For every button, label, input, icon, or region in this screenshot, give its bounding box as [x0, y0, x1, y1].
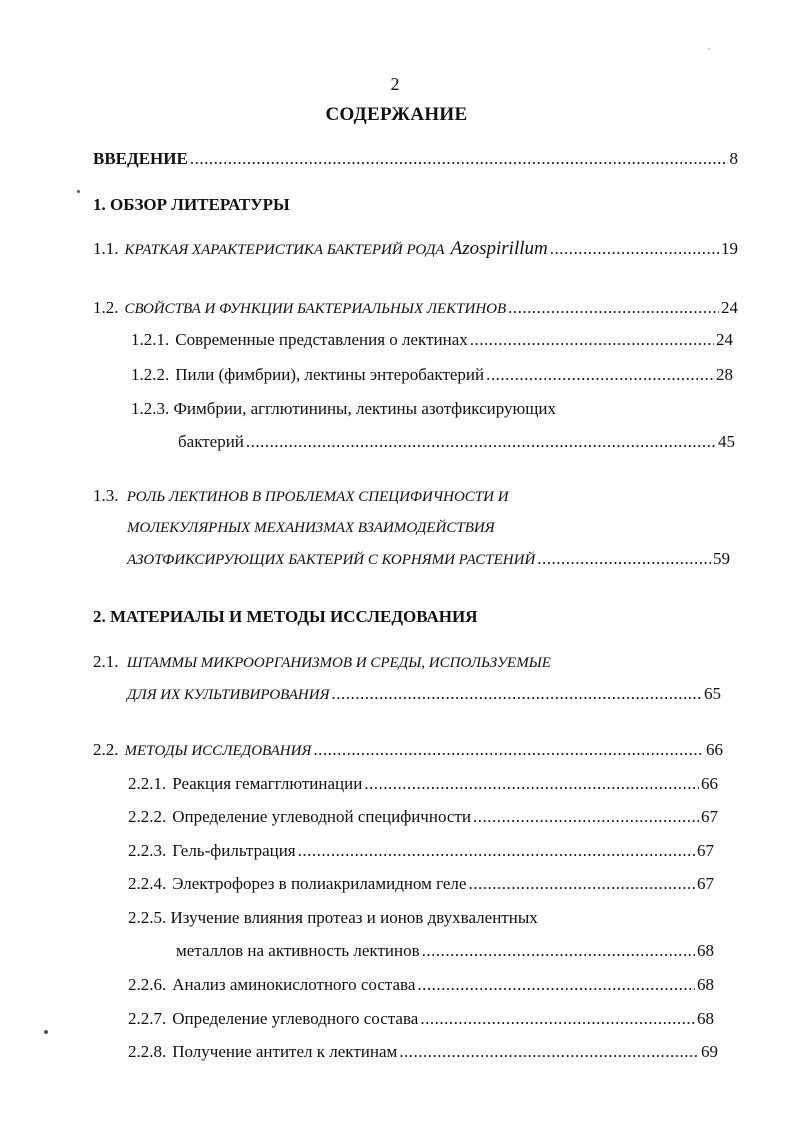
toc-leader-dots: [486, 364, 714, 386]
toc-entry-page: 24: [716, 330, 733, 349]
toc-entry-2-2-2[interactable]: [128, 806, 718, 828]
chapter-2-title[interactable]: 2. МАТЕРИАЛЫ И МЕТОДЫ ИССЛЕДОВАНИЯ: [93, 607, 478, 626]
toc-entry-text: РОЛЬ ЛЕКТИНОВ В ПРОБЛЕМАХ СПЕЦИФИЧНОСТИ И: [126, 489, 509, 505]
toc-entry-page: 68: [697, 941, 714, 960]
toc-leader-dots: [470, 329, 714, 351]
toc-entry-text: Определение углеводной специфичности: [172, 807, 471, 826]
toc-leader-dots: [313, 739, 704, 761]
scan-speck: [708, 48, 710, 50]
toc-entry-text: Пили (фимбрии), лектины энтеробактерий: [175, 365, 485, 384]
toc-entry-number: 2.2.5.: [128, 908, 167, 927]
toc-entry-text: Фимбрии, агглютинины, лектины азотфиксирующих: [173, 399, 556, 418]
toc-entry-page: 59: [713, 549, 730, 568]
toc-entry-text: Электрофорез в полиакриламидном геле: [172, 874, 467, 893]
toc-entry-number: 2.2.8.: [128, 1042, 167, 1061]
toc-entry-2-2-8[interactable]: [128, 1041, 718, 1063]
toc-entry-number: 1.1.: [93, 239, 119, 258]
toc-entry-page: 67: [697, 874, 714, 893]
toc-entry-1-1[interactable]: [93, 238, 738, 261]
toc-entry-number: 2.2.3.: [128, 841, 167, 860]
toc-entry-text: Гель-фильтрация: [172, 841, 296, 860]
toc-entry-1-2[interactable]: [93, 297, 738, 320]
toc-entry-2-1-line1[interactable]: [93, 651, 551, 674]
toc-entry-page: 45: [718, 432, 735, 451]
toc-entry-number: 1.3.: [93, 486, 119, 505]
toc-entry-text: ШТАММЫ МИКРООРГАНИЗМОВ И СРЕДЫ, ИСПОЛЬЗУЕМЫЕ: [126, 655, 551, 671]
toc-entry-number: 1.2.3.: [131, 399, 170, 418]
toc-entry-page: 28: [716, 365, 733, 384]
toc-entry-page: 67: [697, 841, 714, 860]
toc-entry-number: 1.2.2.: [131, 365, 170, 384]
toc-leader-dots: [537, 548, 711, 570]
toc-entry-1-2-1[interactable]: [131, 329, 733, 351]
toc-entry-text: МЕТОДЫ ИССЛЕДОВАНИЯ: [124, 743, 312, 759]
toc-leader-dots: [508, 297, 719, 319]
toc-entry-text: бактерий: [178, 432, 244, 451]
toc-entry-1-3-line1[interactable]: [93, 485, 509, 508]
toc-leader-dots: [246, 431, 716, 453]
toc-entry-number: 2.2.6.: [128, 975, 167, 994]
toc-entry-text: АЗОТФИКСИРУЮЩИХ БАКТЕРИЙ С КОРНЯМИ РАСТЕНИЙ: [127, 552, 536, 568]
toc-entry-2-2-7[interactable]: [128, 1008, 714, 1030]
toc-entry-text: металлов на активность лектинов: [176, 941, 420, 960]
toc-entry-text: ВВЕДЕНИЕ: [93, 149, 188, 168]
toc-entry-text: Определение углеводного состава: [172, 1009, 419, 1028]
toc-entry-number: 2.2.: [93, 740, 119, 759]
toc-entry-page: 19: [721, 239, 738, 258]
toc-entry-number: 2.2.7.: [128, 1009, 167, 1028]
toc-entry-1-2-3-line2[interactable]: [178, 431, 735, 453]
toc-entry-page: 8: [729, 149, 738, 168]
toc-entry-number: 1.2.: [93, 298, 119, 317]
scan-speck: [44, 1030, 48, 1034]
toc-entry-number: 2.1.: [93, 652, 119, 671]
toc-entry-number: 2.2.1.: [128, 774, 167, 793]
toc-leader-dots: [422, 940, 695, 962]
toc-entry-2-2-4[interactable]: [128, 873, 714, 895]
toc-leader-dots: [364, 773, 699, 795]
toc-entry-number: 2.2.4.: [128, 874, 167, 893]
toc-leader-dots: [420, 1008, 695, 1030]
toc-leader-dots: [473, 806, 699, 828]
page-number: 2: [390, 74, 400, 94]
toc-entry-page: 68: [697, 1009, 714, 1028]
toc-leader-dots: [468, 873, 695, 895]
toc-leader-dots: [550, 238, 719, 260]
toc-entry-number: 1.2.1.: [131, 330, 170, 349]
toc-entry-text: СВОЙСТВА И ФУНКЦИИ БАКТЕРИАЛЬНЫХ ЛЕКТИНОВ: [124, 301, 507, 317]
toc-leader-dots: [298, 840, 695, 862]
toc-entry-page: 66: [701, 774, 718, 793]
toc-entry-1-3-line3[interactable]: [127, 548, 730, 571]
page-title: СОДЕРЖАНИЕ: [325, 104, 468, 125]
toc-entry-text: Современные представления о лектинах: [175, 330, 468, 349]
toc-entry-page: 67: [701, 807, 718, 826]
toc-entry-1-2-2[interactable]: [131, 364, 733, 386]
toc-entry-text: Анализ аминокислотного состава: [172, 975, 416, 994]
toc-entry-text: Реакция гемагглютинации: [172, 774, 363, 793]
toc-leader-dots: [331, 683, 702, 705]
toc-entry-2-2-1[interactable]: [128, 773, 718, 795]
toc-leader-dots: [190, 148, 728, 170]
toc-entry-1-3-line2[interactable]: [127, 516, 495, 539]
toc-entry-1-2-3-line1[interactable]: [131, 398, 556, 420]
toc-entry-intro[interactable]: [93, 148, 738, 170]
toc-entry-2-2[interactable]: [93, 739, 723, 762]
toc-entry-text: Изучение влияния протеаз и ионов двухвалентных: [170, 908, 538, 927]
toc-entry-2-2-6[interactable]: [128, 974, 714, 996]
toc-entry-text: ДЛЯ ИХ КУЛЬТИВИРОВАНИЯ: [127, 687, 330, 703]
chapter-1-title[interactable]: 1. ОБЗОР ЛИТЕРАТУРЫ: [93, 195, 290, 214]
toc-entry-number: 2.2.2.: [128, 807, 167, 826]
toc-entry-page: 66: [706, 740, 723, 759]
toc-entry-page: 65: [704, 684, 721, 703]
toc-entry-2-2-5-line1[interactable]: [128, 907, 538, 929]
toc-entry-text: Получение антител к лектинам: [172, 1042, 398, 1061]
toc-entry-text: КРАТКАЯ ХАРАКТЕРИСТИКА БАКТЕРИЙ РОДА: [124, 242, 445, 258]
toc-entry-2-2-5-line2[interactable]: [176, 940, 714, 962]
toc-entry-page: 69: [701, 1042, 718, 1061]
toc-entry-2-2-3[interactable]: [128, 840, 714, 862]
toc-leader-dots: [417, 974, 695, 996]
toc-leader-dots: [399, 1041, 699, 1063]
toc-entry-genus: Azospirillum: [450, 238, 548, 259]
toc-entry-page: 68: [697, 975, 714, 994]
toc-entry-text: МОЛЕКУЛЯРНЫХ МЕХАНИЗМАХ ВЗАИМОДЕЙСТВИЯ: [127, 520, 495, 536]
scan-speck: [77, 190, 80, 193]
toc-entry-2-1-line2[interactable]: [127, 683, 721, 706]
toc-entry-page: 24: [721, 298, 738, 317]
